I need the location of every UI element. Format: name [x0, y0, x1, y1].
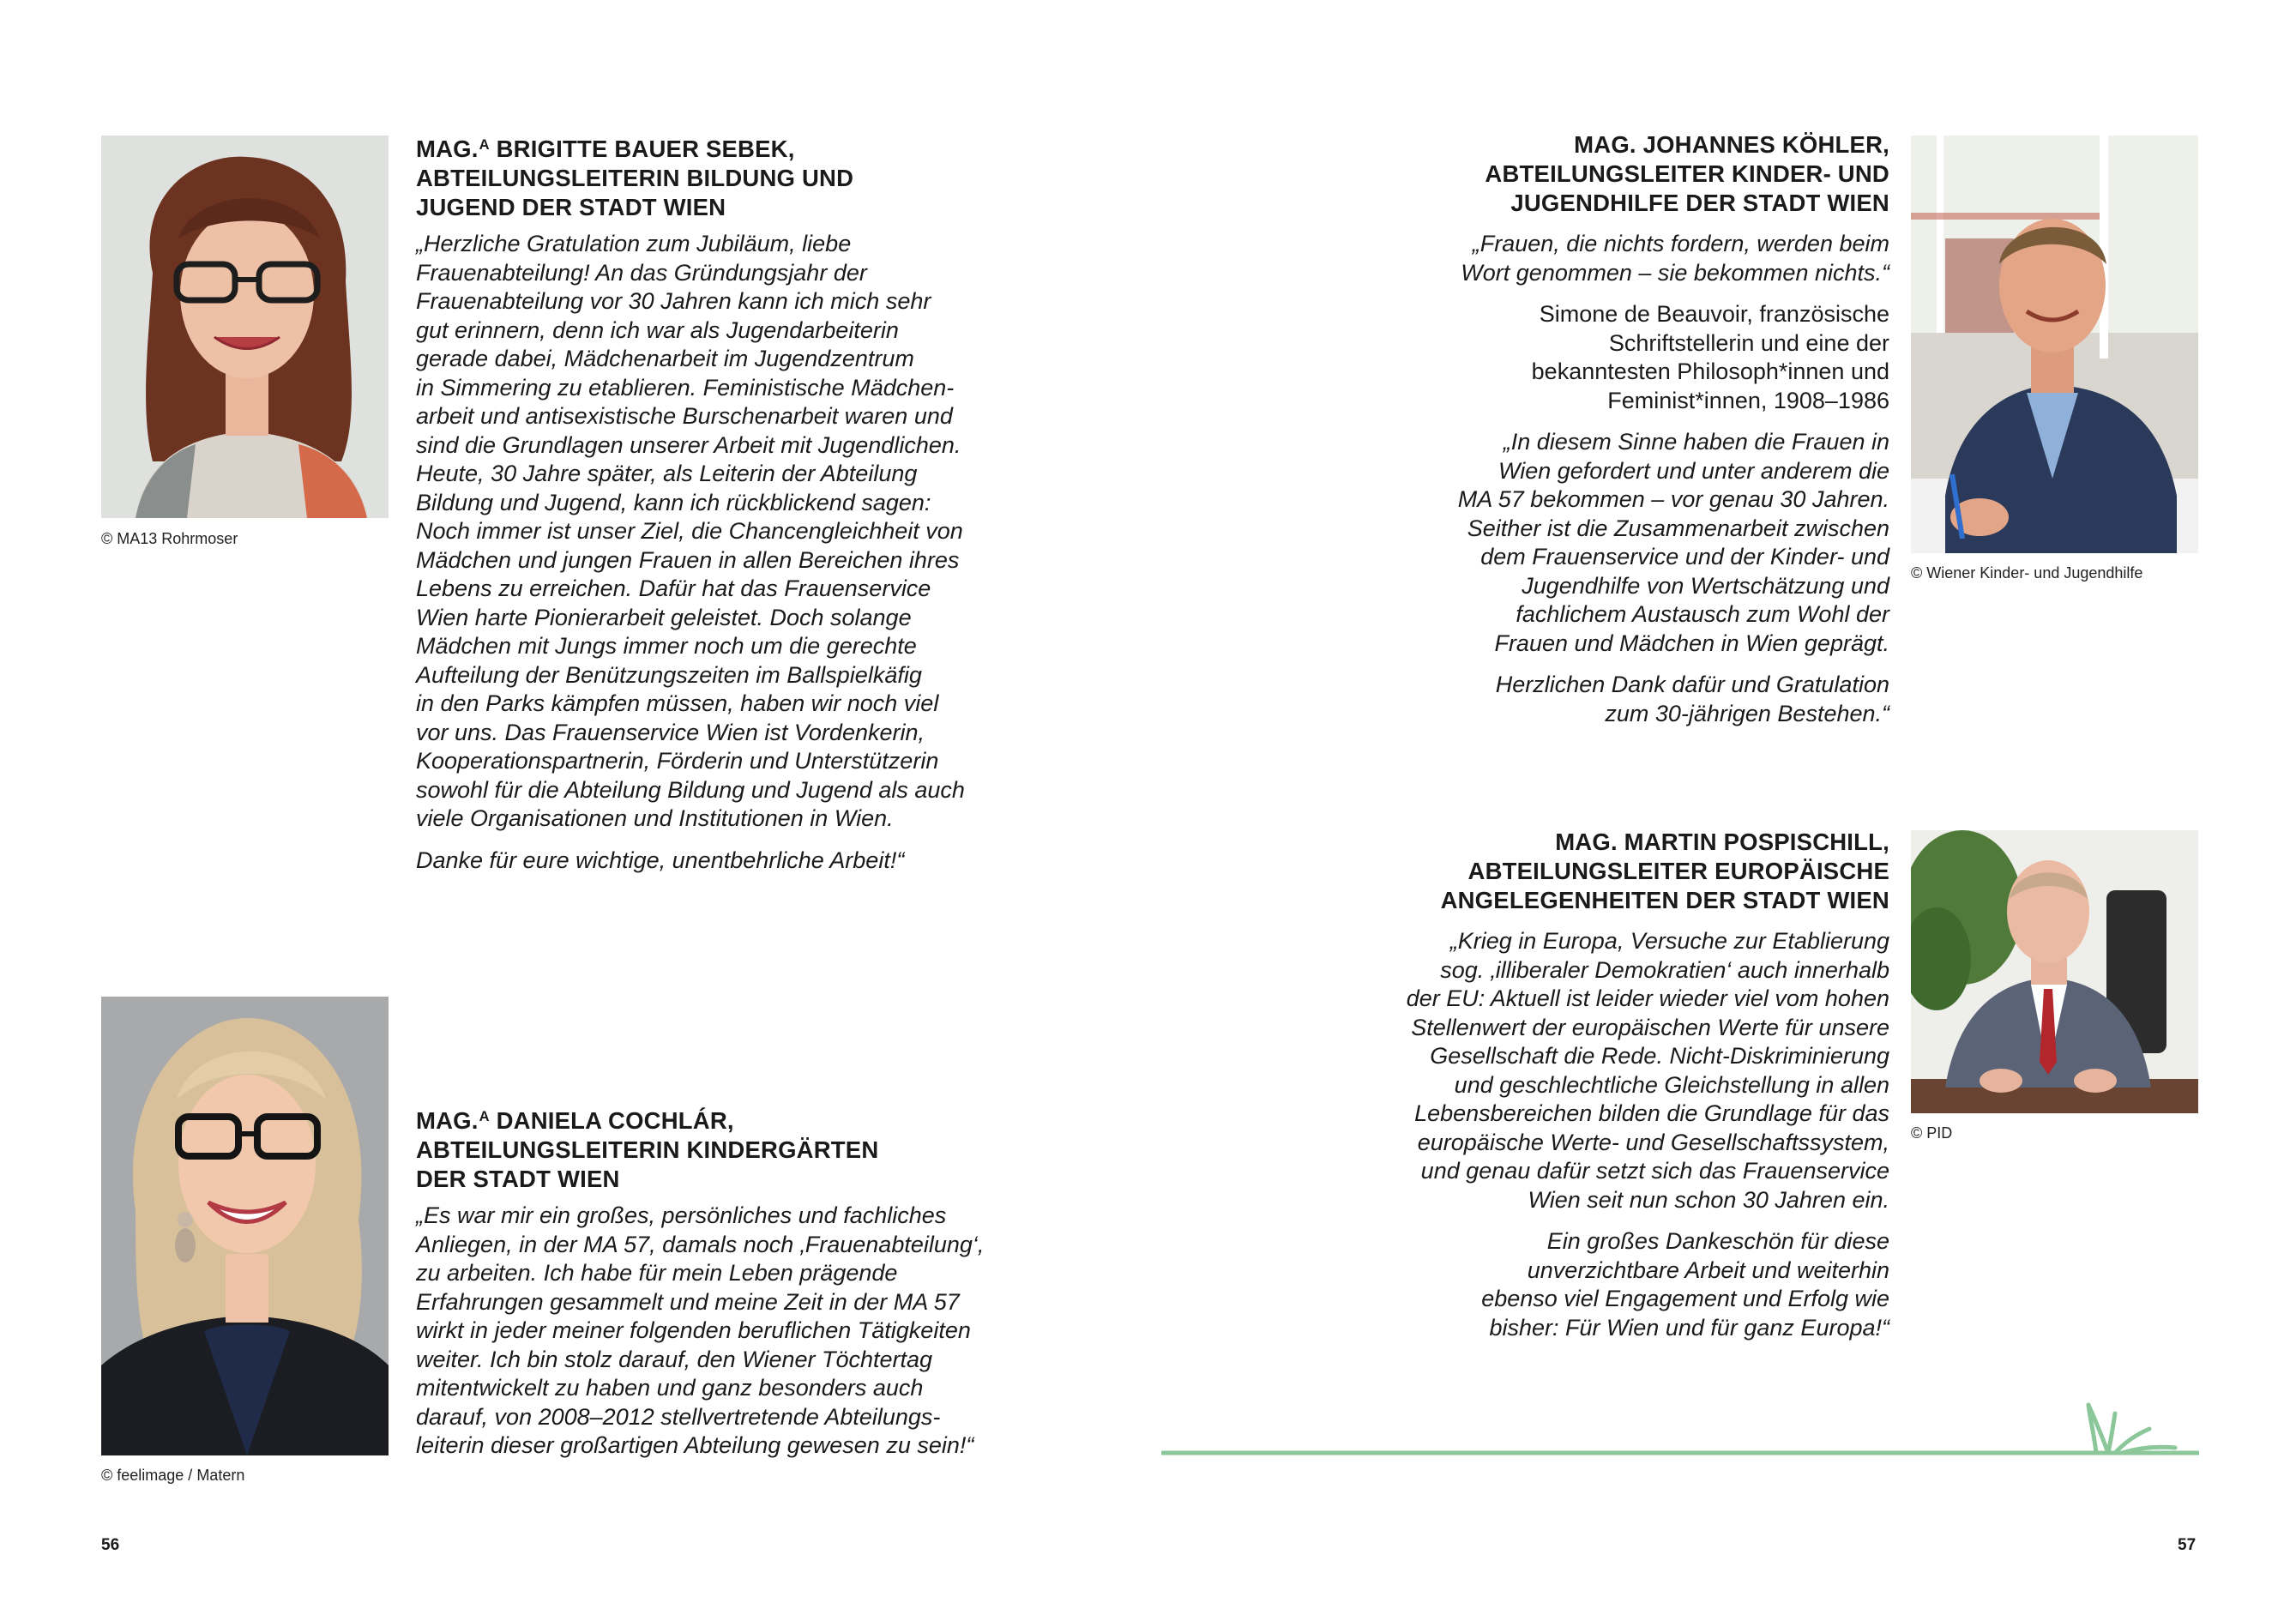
quote-line: in den Parks kämpfen müssen, haben wir noch viel: [416, 690, 939, 716]
grass-blade: [2108, 1413, 2115, 1453]
quote-line: vor uns. Das Frauenservice Wien ist Vordenkerin,: [416, 719, 925, 745]
quote-line: „Es war mir ein großes, persönliches und fachliches: [416, 1202, 947, 1228]
quote-line: Stellenwert der europäischen Werte für unsere: [1411, 1014, 1889, 1040]
quote-line: mitentwickelt zu haben und ganz besonders auch: [416, 1375, 924, 1401]
quote-line: Frauenabteilung! An das Gründungsjahr der: [416, 259, 867, 286]
page-number: 57: [2178, 1536, 2197, 1554]
quote-line: viele Organisationen und Institutionen in Wien.: [416, 805, 894, 831]
quote-line: MA 57 bekommen – vor genau 30 Jahren.: [1457, 486, 1889, 512]
quote-line: Jugendhilfe von Wertschätzung und: [1522, 572, 1889, 599]
quote-line: Frauen und Mädchen in Wien geprägt.: [1494, 630, 1889, 656]
quote-text: „Herzliche Gratulation zum Jubiläum, liebe Frauenabteilung! An das Gründungsjahr der Frauenabteilung vor 30 Jahren kann ich mich sehr gut erinnern, denn ich war als Jugendarbeiterin gerade dabei, Mädchenarbeit im Jugendzentrum in Simmering zu etablieren. Feministische Mädchen- arbeit und antisexistische Burschenarbeit waren und sind die Grundlagen unserer Arbeit mit Jugendlichen. Heute, 30 Jahre später, als Leiterin der Abteilung Bildung und Jugend, kann ich rückblickend sagen: Noch immer ist unser Ziel, die Chancengleichheit von Mädchen und jungen Frauen in allen Bereichen ihres Lebens zu erreichen. Dafür hat das Frauenservice Wien harte Pionierarbeit geleistet. Doch solange Mädchen mit Jungs immer noch um die gerechte Aufteilung der Benützungszeiten im Ballspielkäfig in den Parks kämpfen müssen, haben wir noch viel vor uns. Das Frauenservice Wien ist Vordenkerin, Kooperationspartnerin, Förderin und Unterstützerin sowohl für die Abteilung Bildung und Jugend als auch viele Organisationen und Institutionen in Wien. Danke für eure wichtige, unentbehrliche Arbeit!“: [416, 231, 965, 873]
quote-line: Kooperationspartnerin, Förderin und Unterstützerin: [416, 748, 939, 774]
quote-line: wirkt in jeder meiner folgenden beruflichen Tätigkeiten: [416, 1317, 971, 1343]
quote-line: Erfahrungen gesammelt und meine Zeit in der MA 57: [416, 1288, 960, 1315]
quote-line: „In diesem Sinne haben die Frauen in: [1503, 429, 1889, 455]
photo-credit: © PID: [1911, 1124, 1953, 1142]
quote-line: fachlichem Austausch zum Wohl der: [1516, 601, 1889, 627]
quote-text: „Krieg in Europa, Versuche zur Etablierung sog. ‚illiberaler Demokratien‘ auch innerhalb der EU: Aktuell ist leider wieder viel vom hohen Stellenwert der europäischen Werte für unsere Gesellschaft die Rede. Nicht-Diskriminierung und geschlechtliche Gleichstellung in allen Lebensbereichen bilden die Grundlage für das europäische Werte- und Gesellschaftssystem, und genau dafür setzt sich das Frauenservice Wien seit nun schon 30 Jahren ein. Ein großes Dankeschön für diese unverzichtbare Arbeit und weiterhin ebenso viel Engagement und Erfolg wie bisher: Für Wien und für ganz Europa!“: [1406, 928, 1889, 1341]
quote-line: Wien harte Pionierarbeit geleistet. Doch solange: [416, 604, 912, 630]
quote-line: darauf, von 2008–2012 stellvertretende Abteilungs-: [416, 1403, 941, 1430]
quote-line: gerade dabei, Mädchenarbeit im Jugendzentrum: [416, 346, 914, 371]
portrait-photo-brigitte-bauer-sebek: [101, 136, 389, 518]
photo-credit: © MA13 Rohrmoser: [101, 530, 238, 547]
portrait-photo-martin-pospischill: [1911, 830, 2198, 1113]
quote-line: zu arbeiten. Ich habe für mein Leben prägende: [416, 1260, 898, 1286]
quote-line: Bildung und Jugend, kann ich rückblickend sagen:: [416, 489, 931, 515]
quote-line: „Krieg in Europa, Versuche zur Etablierung: [1449, 928, 1889, 954]
quote-line: und genau dafür setzt sich das Frauenservice: [1420, 1158, 1889, 1184]
quote-line: sind die Grundlagen unserer Arbeit mit Jugendlichen.: [416, 431, 961, 458]
quote-line: sowohl für die Abteilung Bildung und Jugend als auch: [416, 776, 965, 803]
citation-attribution: Simone de Beauvoir, französische Schriftstellerin und eine der bekanntesten Philosoph*innen und Feminist*innen, 1908–1986: [1531, 301, 1889, 413]
quote-line: Wien gefordert und unter anderem die: [1498, 457, 1889, 484]
person-heading: MAG.$^A$ BRIGITTE BAUER SEBEK, ABTEILUNGSLEITERIN BILDUNG UND JUGEND DER STADT WIEN: [416, 136, 854, 221]
person-heading: MAG. MARTIN POSPISCHILL, ABTEILUNGSLEITER EUROPÄISCHE ANGELEGENHEITEN DER STADT WIEN: [1440, 829, 1889, 913]
quote-line: weiter. Ich bin stolz darauf, den Wiener Töchtertag: [416, 1346, 933, 1372]
photo-credit: © Wiener Kinder- und Jugendhilfe: [1911, 564, 2143, 582]
quote-line: dem Frauenservice und der Kinder- und: [1480, 544, 1889, 569]
person-heading: MAG. JOHANNES KÖHLER, ABTEILUNGSLEITER KINDER- UND JUGENDHILFE DER STADT WIEN: [1485, 131, 1889, 216]
quote-line: europäische Werte- und Gesellschaftssystem,: [1417, 1129, 1889, 1155]
photo-credit: © feelimage / Matern: [101, 1467, 245, 1484]
quote-line: Lebensbereichen bilden die Grundlage für das: [1414, 1100, 1889, 1126]
quote-line: „Herzliche Gratulation zum Jubiläum, liebe: [416, 231, 852, 256]
quote-line: gut erinnern, denn ich war als Jugendarbeiterin: [416, 316, 899, 343]
quote-line: in Simmering zu etablieren. Feministische Mädchen-: [416, 374, 955, 401]
quote-text: [416, 1202, 984, 1473]
quote-line: arbeit und antisexistische Burschenarbeit waren und: [416, 403, 953, 429]
quote-line: Mädchen und jungen Frauen in allen Bereichen ihres: [416, 546, 960, 573]
quote-line: Aufteilung der Benützungszeiten im Ballspielkäfig: [416, 661, 922, 688]
quote-line: Lebens zu erreichen. Dafür hat das Frauenservice: [416, 575, 931, 601]
portrait-photo-johannes-koehler: [1911, 136, 2198, 553]
portrait-photo-daniela-cochlar: [101, 997, 389, 1455]
quote-line: Noch immer ist unser Ziel, die Chancengleichheit von: [416, 518, 963, 544]
person-heading: MAG.$^A$ DANIELA COCHLÁR, ABTEILUNGSLEITERIN KINDERGÄRTEN DER STADT WIEN: [416, 1107, 879, 1193]
quote-line: Gesellschaft die Rede. Nicht-Diskriminierung: [1430, 1043, 1889, 1069]
quote-line: Wien seit nun schon 30 Jahren ein.: [1528, 1186, 1889, 1213]
quote-line: Seither ist die Zusammenarbeit zwischen: [1467, 515, 1889, 541]
quote-line: leiterin dieser großartigen Abteilung gewesen zu sein!“: [416, 1432, 974, 1458]
quote-line: Anliegen, in der MA 57, damals noch ‚Frauenabteilung‘,: [416, 1231, 985, 1257]
citation-quote: „Frauen, die nichts fordern, werden beim Wort genommen – sie bekommen nichts.“: [1461, 231, 1889, 286]
page-number: 56: [101, 1536, 120, 1554]
citation-block: „Frauen, die nichts fordern, werden beim Wort genommen – sie bekommen nichts.“ Simone de Beauvoir, französische Schriftstellerin und eine der bekanntesten Philosoph*innen und Feminist*innen, 1908–1986 „In diesem Sinne haben die Frauen in Wien gefordert und unter anderem die MA 57 bekommen – vor genau 30 Jahren. Seither ist die Zusammenarbeit zwischen dem Frauenservice und der Kinder- und Jugendhilfe von Wertschätzung und fachlichem Austausch zum Wohl der Frauen und Mädchen in Wien geprägt. Herzlichen Dank dafür und Gratulation zum 30-jährigen Bestehen.“: [1457, 231, 1889, 726]
decorative-grass-line: [1161, 1398, 2199, 1467]
quote-line: und geschlechtliche Gleichstellung in allen: [1454, 1071, 1889, 1098]
quote-line: der EU: Aktuell ist leider wieder viel vom hohen: [1406, 985, 1889, 1011]
quote-line: Mädchen mit Jungs immer noch um die gerechte: [416, 633, 917, 659]
quote-line: Frauenabteilung vor 30 Jahren kann ich mich sehr: [416, 288, 931, 314]
quote-line: sog. ‚illiberaler Demokratien‘ auch innerhalb: [1440, 956, 1889, 983]
quote-line: Heute, 30 Jahre später, als Leiterin der Abteilung: [416, 461, 918, 486]
